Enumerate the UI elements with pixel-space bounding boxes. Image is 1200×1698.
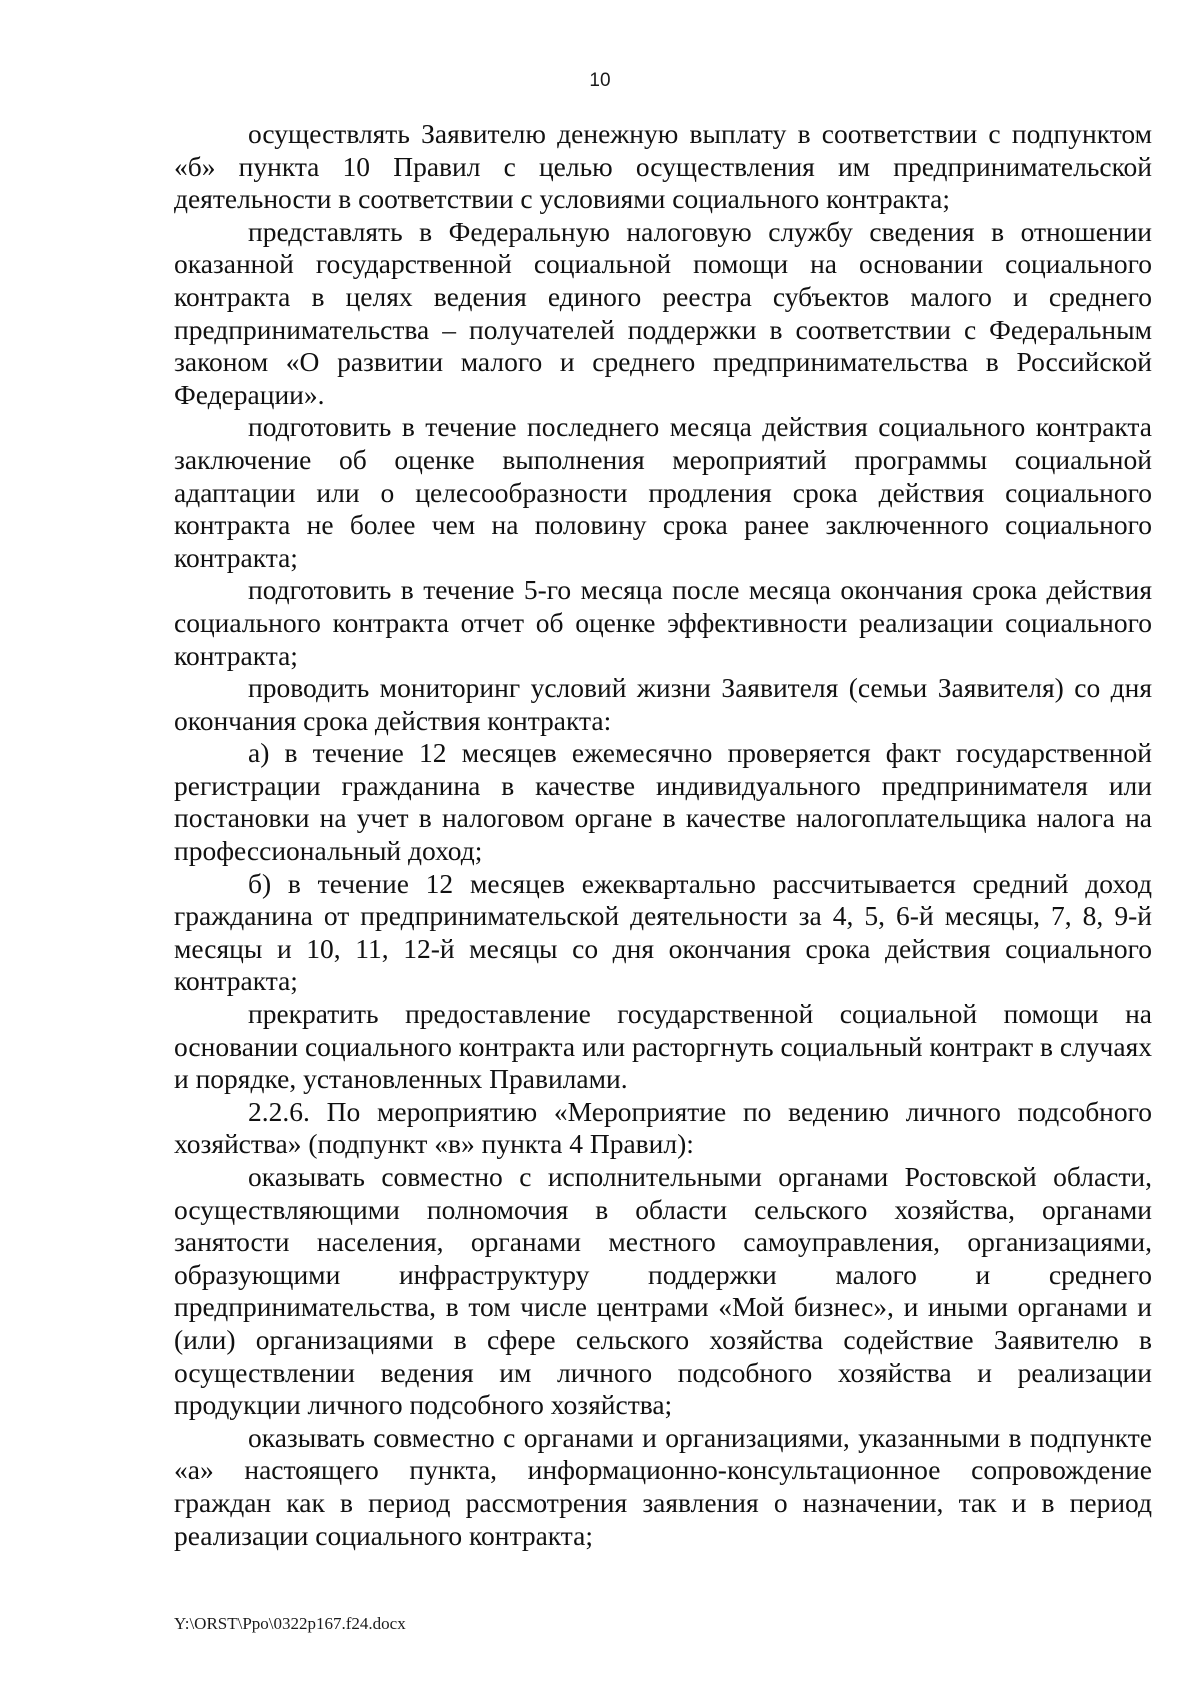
paragraph-conclusion: подготовить в течение последнего месяца действия социального контракта заключение об оценке выполнения мероприятий программы социальной адаптации или о целесообразности продления срока действия социального контракта не более чем на половину срока ранее заключенного социального контракта;: [174, 411, 1152, 573]
page-number: 10: [589, 70, 611, 91]
paragraph-payment: осуществлять Заявителю денежную выплату в соответствии с подпунктом «б» пункта 10 Правил с целью осуществления им предпринимательской деятельности в соответствии с условиями социального контракта;: [174, 118, 1152, 215]
paragraph-monitoring: проводить мониторинг условий жизни Заявителя (семьи Заявителя) со дня окончания срока действия контракта:: [174, 672, 1152, 736]
paragraph-termination: прекратить предоставление государственной социальной помощи на основании социального контракта или расторгнуть социальный контракт в случаях и порядке, установленных Правилами.: [174, 998, 1152, 1095]
paragraph-assistance: оказывать совместно с исполнительными органами Ростовской области, осуществляющими полномочия в области сельского хозяйства, органами занятости населения, органами местного самоуправления, организациями, образующими инфраструктуру поддержки малого и среднего предпринимательства, в том числе центрами «Мой бизнес», и иными органами и (или) организациями в сфере сельского хозяйства содействие Заявителю в осуществлении ведения им личного подсобного хозяйства и реализации продукции личного подсобного хозяйства;: [174, 1161, 1152, 1421]
paragraph-item-a: а) в течение 12 месяцев ежемесячно проверяется факт государственной регистрации гражданина в качестве индивидуального предпринимателя или постановки на учет в налоговом органе в качестве налогоплательщика налога на профессиональный доход;: [174, 737, 1152, 867]
footer-file-path: Y:\ORST\Ppo\0322p167.f24.docx: [174, 1614, 406, 1633]
document-body: [174, 118, 1152, 1552]
paragraph-tax-service: представлять в Федеральную налоговую службу сведения в отношении оказанной государственной социальной помощи на основании социального контракта в целях ведения единого реестра субъектов малого и среднего предпринимательства – получателей поддержки в соответствии с Федеральным законом «О развитии малого и среднего предпринимательства в Российской Федерации».: [174, 215, 1152, 410]
paragraph-consulting: оказывать совместно с органами и организациями, указанными в подпункте «а» настоящего пункта, информационно-консультационное сопровождение граждан как в период рассмотрения заявления о назначении, так и в период реализации социального контракта;: [174, 1421, 1152, 1551]
paragraph-item-b: б) в течение 12 месяцев ежеквартально рассчитывается средний доход гражданина от предпринимательской деятельности за 4, 5, 6-й месяцы, 7, 8, 9-й месяцы и 10, 11, 12-й месяцы со дня окончания срока действия социального контракта;: [174, 867, 1152, 997]
paragraph-report: подготовить в течение 5-го месяца после месяца окончания срока действия социального контракта отчет об оценке эффективности реализации социального контракта;: [174, 574, 1152, 671]
paragraph-section-2-2-6: 2.2.6. По мероприятию «Мероприятие по ведению личного подсобного хозяйства» (подпункт «в» пункта 4 Правил):: [174, 1095, 1152, 1160]
